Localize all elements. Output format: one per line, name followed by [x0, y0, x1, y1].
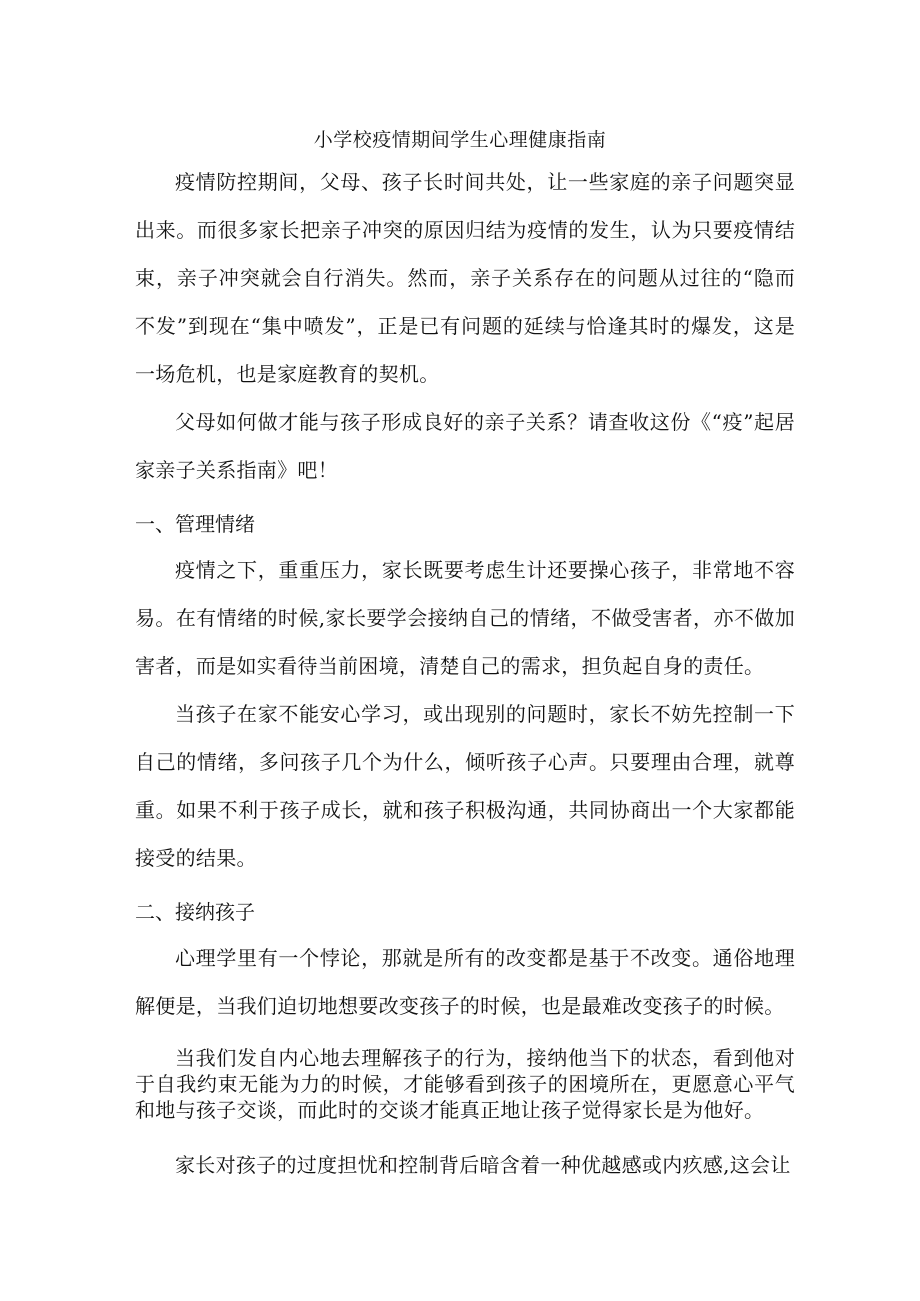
section-2-paragraph-1: 心理学里有一个悖论，那就是所有的改变都是基于不改变。通俗地理解便是，当我们迫切地想要改变孩子的时候，也是最难改变孩子的时候。: [135, 946, 795, 1018]
section-1-paragraph-2: 当孩子在家不能安心学习，或出现别的问题时，家长不妨先控制一下自己的情绪，多问孩子几个为什么，倾听孩子心声。只要理由合理，就尊重。如果不利于孩子成长，就和孩子积极沟通，共同协商出一个大家都能接受的结果。: [135, 702, 795, 870]
intro-paragraph-1: 疫情防控期间，父母、孩子长时间共处，让一些家庭的亲子问题突显出来。而很多家长把亲子冲突的原因归结为疫情的发生，认为只要疫情结束，亲子冲突就会自行消失。然而，亲子关系存在的问题从过往的“隐而不发”到现在“集中喷发”，正是已有问题的延续与恰逢其时的爆发，这是一场危机，也是家庭教育的契机。: [135, 170, 795, 386]
section-2-paragraph-3: 家长对孩子的过度担忧和控制背后暗含着一种优越感或内疚感,这会让: [175, 1153, 791, 1177]
section-1-paragraph-1: 疫情之下，重重压力，家长既要考虑生计还要操心孩子，非常地不容易。在有情绪的时候,家长要学会接纳自己的情绪，不做受害者，亦不做加害者，而是如实看待当前困境，清楚自己的需求，担负起自身的责任。: [135, 558, 795, 678]
document-title: 小学校疫情期间学生心理健康指南: [313, 129, 607, 151]
section-heading-1: 一、管理情绪: [135, 512, 255, 536]
intro-paragraph-2: 父母如何做才能与孩子形成良好的亲子关系？请查收这份《“疫”起居家亲子关系指南》吧！: [135, 410, 795, 482]
section-heading-2: 二、接纳孩子: [135, 900, 255, 924]
section-2-paragraph-2: 当我们发自内心地去理解孩子的行为，接纳他当下的状态，看到他对于自我约束无能为力的时候，才能够看到孩子的困境所在，更愿意心平气和地与孩子交谈，而此时的交谈才能真正地让孩子觉得家长是为他好。: [135, 1046, 795, 1122]
